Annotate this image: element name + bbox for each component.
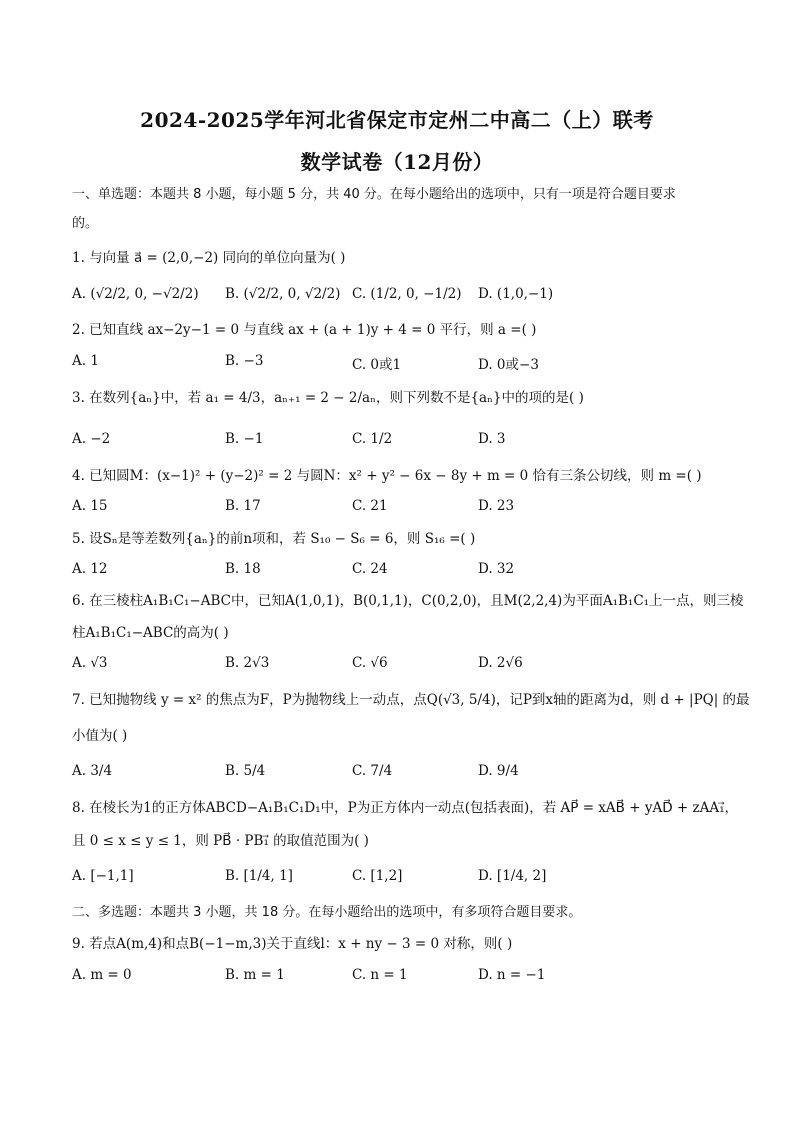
question-8-stem-cont: 且 0 ≤ x ≤ y ≤ 1，则 PB⃗ · PB₁⃗ 的取值范围为( )	[72, 833, 369, 849]
question-8-options	[72, 868, 732, 888]
option-c: C. 24	[352, 561, 388, 577]
option-a: A. (√2/2, 0, −√2/2)	[72, 286, 199, 302]
section2-heading: 二、多选题：本题共 3 小题，共 18 分。在每小题给出的选项中，有多项符合题目要求。	[72, 905, 582, 920]
question-1-stem: 1. 与向量 a⃗ = (2,0,−2) 同向的单位向量为( )	[72, 250, 346, 266]
option-b: B. (√2/2, 0, √2/2)	[225, 286, 341, 302]
question-5-options	[72, 561, 732, 581]
section1-heading-cont: 的。	[72, 216, 99, 231]
option-c: C. 7/4	[352, 763, 393, 779]
option-a: A. 3/4	[72, 763, 113, 779]
option-c: C. 0或1	[352, 357, 402, 373]
option-c: C. (1/2, 0, −1/2)	[352, 286, 462, 302]
option-c: C. 21	[352, 498, 388, 514]
option-b: B. [1/4, 1]	[225, 868, 293, 884]
question-9-stem: 9. 若点A(m,4)和点B(−1−m,3)关于直线l：x + ny − 3 = 0 对称，则( )	[72, 936, 513, 952]
question-7-stem: 7. 已知抛物线 y = x² 的焦点为F，P为抛物线上一动点，点Q(√3, 5/4)，记P到x轴的距离为d，则 d + |PQ| 的最	[72, 692, 750, 708]
option-c: C. 1/2	[352, 431, 393, 447]
question-5-stem: 5. 设Sₙ是等差数列{aₙ}的前n项和，若 S₁₀ − S₆ = 6，则 S₁₆ =( )	[72, 531, 476, 547]
option-b: B. −3	[225, 353, 264, 369]
option-d: D. 3	[478, 431, 506, 447]
question-6-stem: 6. 在三棱柱A₁B₁C₁−ABC中，已知A(1,0,1)，B(0,1,1)，C(0,2,0)，且M(2,2,4)为平面A₁B₁C₁上一点，则三棱	[72, 593, 744, 609]
question-9-options	[72, 967, 732, 987]
question-3-options	[72, 431, 732, 451]
option-b: B. 5/4	[225, 763, 266, 779]
option-a: A. 15	[72, 498, 108, 514]
page-title: 2024-2025学年河北省保定市定州二中高二（上）联考	[140, 108, 654, 132]
option-d: D. (1,0,−1)	[478, 286, 554, 302]
option-a: A. [−1,1]	[72, 868, 134, 884]
section1-heading: 一、单选题：本题共 8 小题，每小题 5 分，共 40 分。在每小题给出的选项中，只有一项是符合题目要求	[72, 187, 676, 202]
question-4-stem: 4. 已知圆M：(x−1)² + (y−2)² = 2 与圆N：x² + y² − 6x − 8y + m = 0 恰有三条公切线，则 m =( )	[72, 468, 702, 484]
question-6-stem-cont: 柱A₁B₁C₁−ABC的高为( )	[72, 625, 229, 641]
option-d: D. 0或−3	[478, 357, 539, 373]
option-b: B. 17	[225, 498, 261, 514]
option-c: C. √6	[352, 655, 388, 671]
option-a: A. m = 0	[72, 967, 132, 983]
question-1-options	[72, 286, 732, 306]
option-d: D. n = −1	[478, 967, 546, 983]
option-a: A. −2	[72, 431, 111, 447]
option-b: B. −1	[225, 431, 264, 447]
option-b: B. 2√3	[225, 655, 270, 671]
option-a: A. 1	[72, 353, 99, 369]
option-d: D. 9/4	[478, 763, 519, 779]
question-2-stem: 2. 已知直线 ax−2y−1 = 0 与直线 ax + (a + 1)y + 4 = 0 平行，则 a =( )	[72, 322, 537, 338]
option-d: D. 23	[478, 498, 515, 514]
question-7-stem-cont: 小值为( )	[72, 728, 128, 744]
question-4-options	[72, 498, 732, 518]
question-3-stem: 3. 在数列{aₙ}中，若 a₁ = 4/3，aₙ₊₁ = 2 − 2/aₙ，则下列数不是{aₙ}中的项的是( )	[72, 390, 584, 406]
option-c: C. n = 1	[352, 967, 408, 983]
question-7-options	[72, 763, 732, 783]
option-a: A. 12	[72, 561, 108, 577]
option-c: C. [1,2]	[352, 868, 403, 884]
question-6-options	[72, 655, 732, 675]
option-d: D. [1/4, 2]	[478, 868, 547, 884]
option-b: B. 18	[225, 561, 261, 577]
question-2-options	[72, 353, 732, 373]
option-b: B. m = 1	[225, 967, 285, 983]
option-d: D. 32	[478, 561, 515, 577]
option-a: A. √3	[72, 655, 108, 671]
question-8-stem: 8. 在棱长为1的正方体ABCD−A₁B₁C₁D₁中，P为正方体内一动点(包括表面)，若 AP⃗ = xAB⃗ + yAD⃗ + zAA₁⃗，	[72, 800, 739, 816]
option-d: D. 2√6	[478, 655, 523, 671]
page-subtitle: 数学试卷（12月份）	[300, 150, 494, 174]
